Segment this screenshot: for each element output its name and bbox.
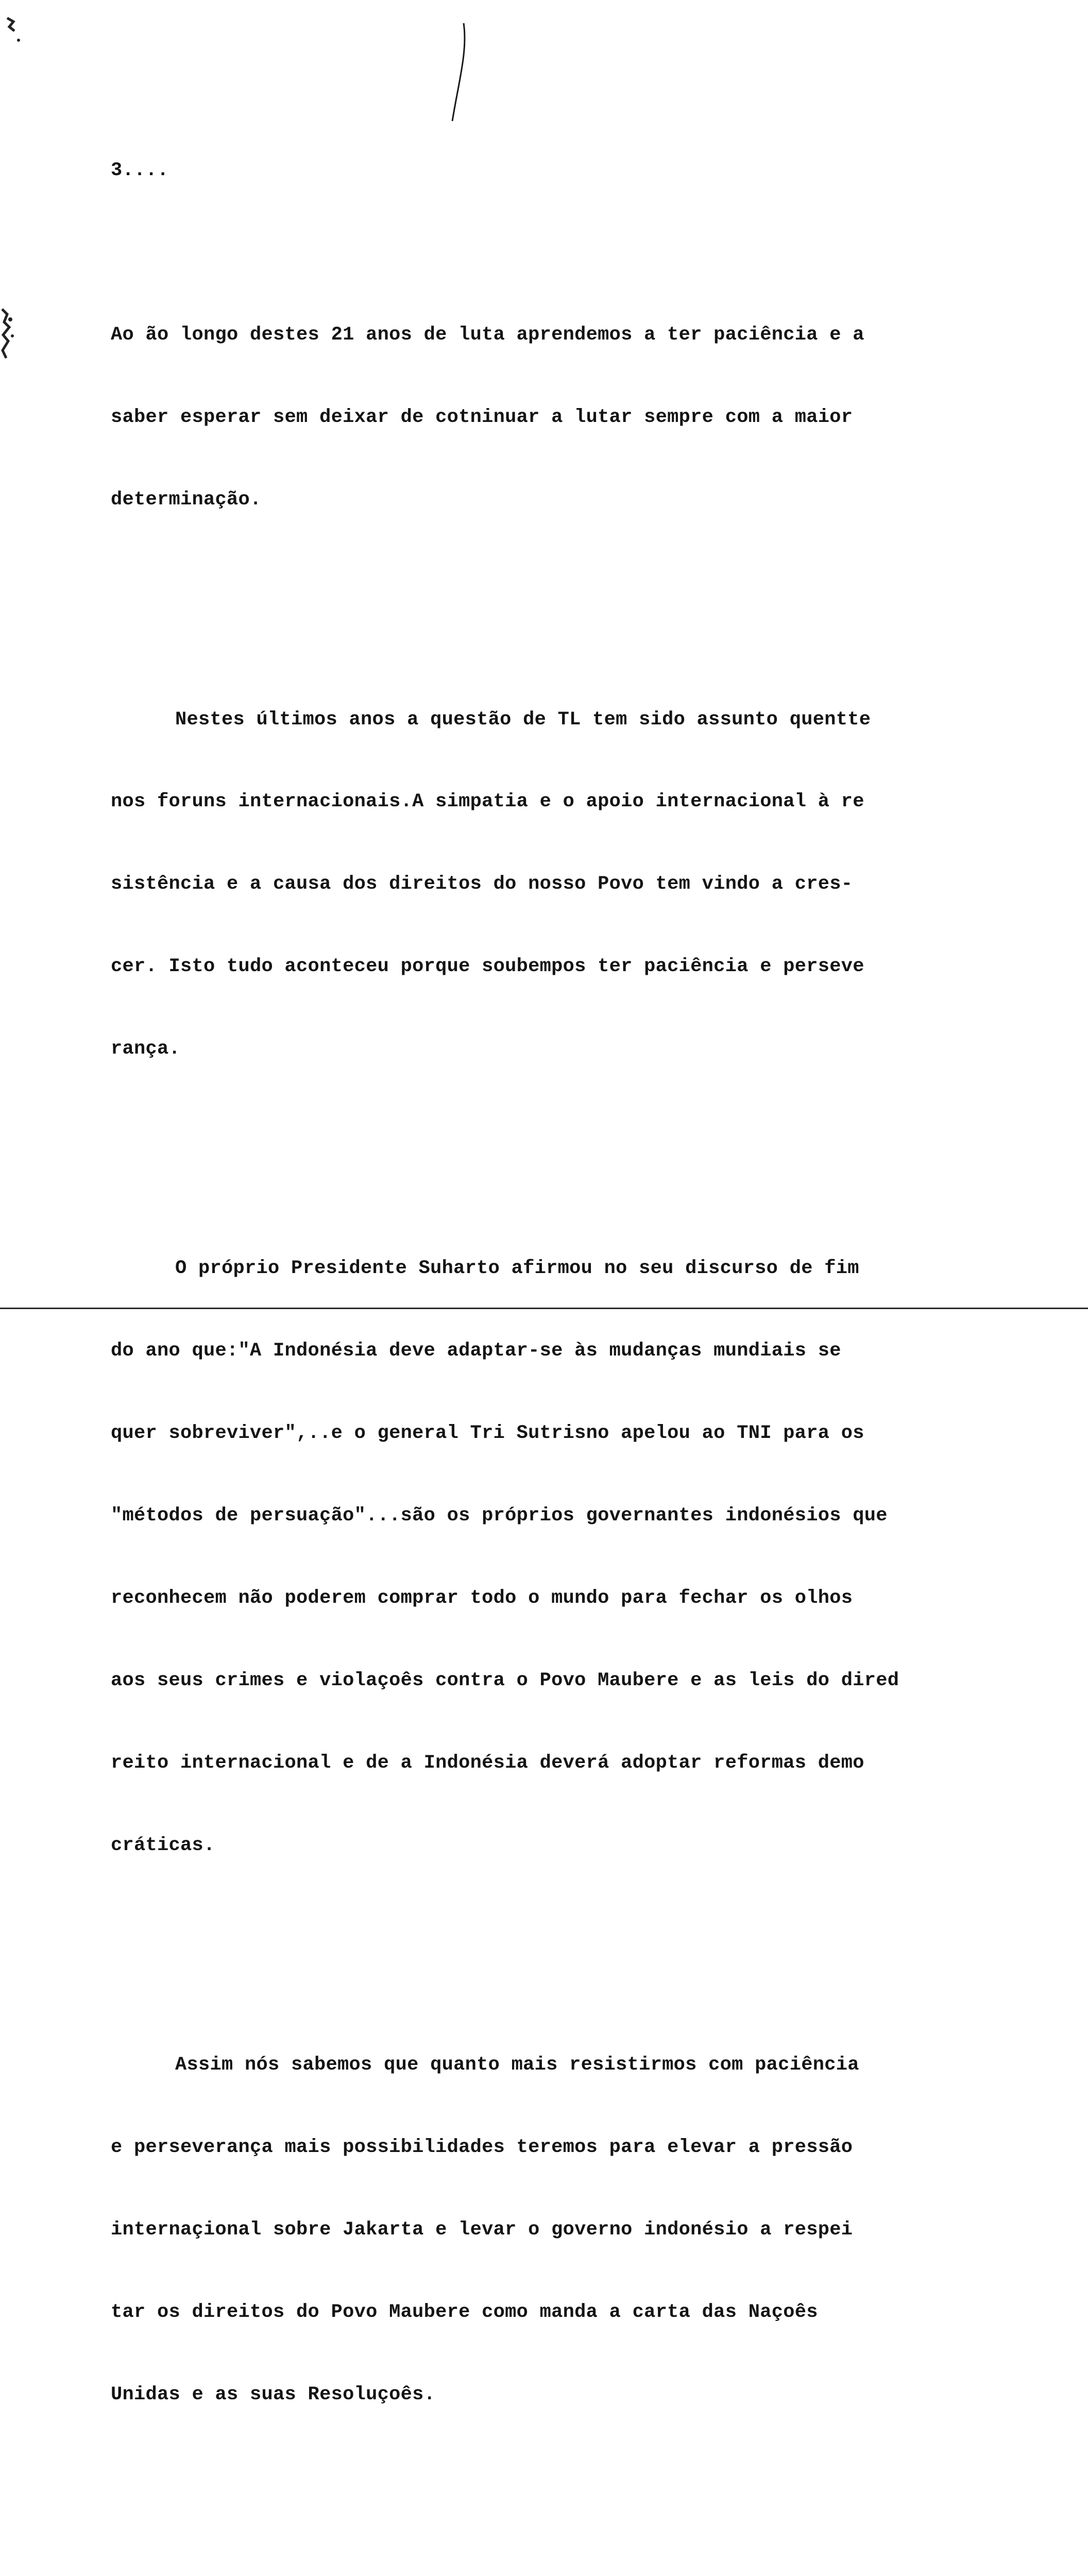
paragraph-1 <box>111 267 987 569</box>
text-line: cráticas. <box>111 1834 215 1856</box>
text-line: tar os direitos do Povo Maubere como manda a carta das Naçoês <box>111 2301 818 2323</box>
text-line: aos seus crimes e violaçoês contra o Povo Maubere e as leis do dired <box>111 1669 899 1691</box>
text-line: O próprio Presidente Suharto afirmou no seu discurso de fim <box>175 1258 859 1280</box>
blank-line <box>111 2546 987 2573</box>
typed-text-body <box>111 102 987 2576</box>
scan-speck-mark <box>0 304 19 361</box>
text-line: Assim nós sabemos que quanto mais resistirmos com paciência <box>175 2054 859 2076</box>
text-line: nos foruns internacionais.A simpatia e o apoio internacional à re <box>111 791 864 813</box>
text-line: saber esperar sem deixar de cotninuar a lutar sempre com a maior <box>111 406 853 429</box>
text-line: quer sobreviver",..e o general Tri Sutrisno apelou ao TNI para os <box>111 1422 864 1445</box>
text-line: do ano que:"A Indonésia deve adaptar-se às mudanças mundiais se <box>111 1340 841 1362</box>
bottom-edge-line <box>0 1308 1088 1309</box>
text-line: cer. Isto tudo aconteceu porque soubempos ter paciência e perseve <box>111 956 864 978</box>
text-line: e perseverança mais possibilidades teremos para elevar a pressão <box>111 2136 853 2158</box>
paragraph-4 <box>111 1996 987 2463</box>
text-line: Unidas e as suas Resoluçoês. <box>111 2383 436 2405</box>
text-line: determinação. <box>111 489 262 511</box>
text-line: sistência e a causa dos direitos do nosso Povo tem vindo a cres- <box>111 873 853 895</box>
text-line: Ao ão longo destes 21 anos de luta aprendemos a ter paciência e a <box>111 324 864 346</box>
text-line: "métodos de persuação"...são os próprios governantes indonésios que <box>111 1505 888 1527</box>
scan-speck-mark <box>4 15 25 46</box>
text-line: internaçional sobre Jakarta e levar o governo indonésio a respei <box>111 2218 853 2241</box>
page-number: 3.... <box>111 159 169 181</box>
text-line: rança. <box>111 1038 181 1060</box>
text-line: reito internacional e de a Indonésia deverá adoptar reformas demo <box>111 1752 864 1774</box>
paragraph-2 <box>111 651 987 1118</box>
text-line: Nestes últimos anos a questão de TL tem sido assunto quentte <box>175 708 871 731</box>
text-line: reconhecem não poderem comprar todo o mundo para fechar os olhos <box>111 1587 853 1609</box>
